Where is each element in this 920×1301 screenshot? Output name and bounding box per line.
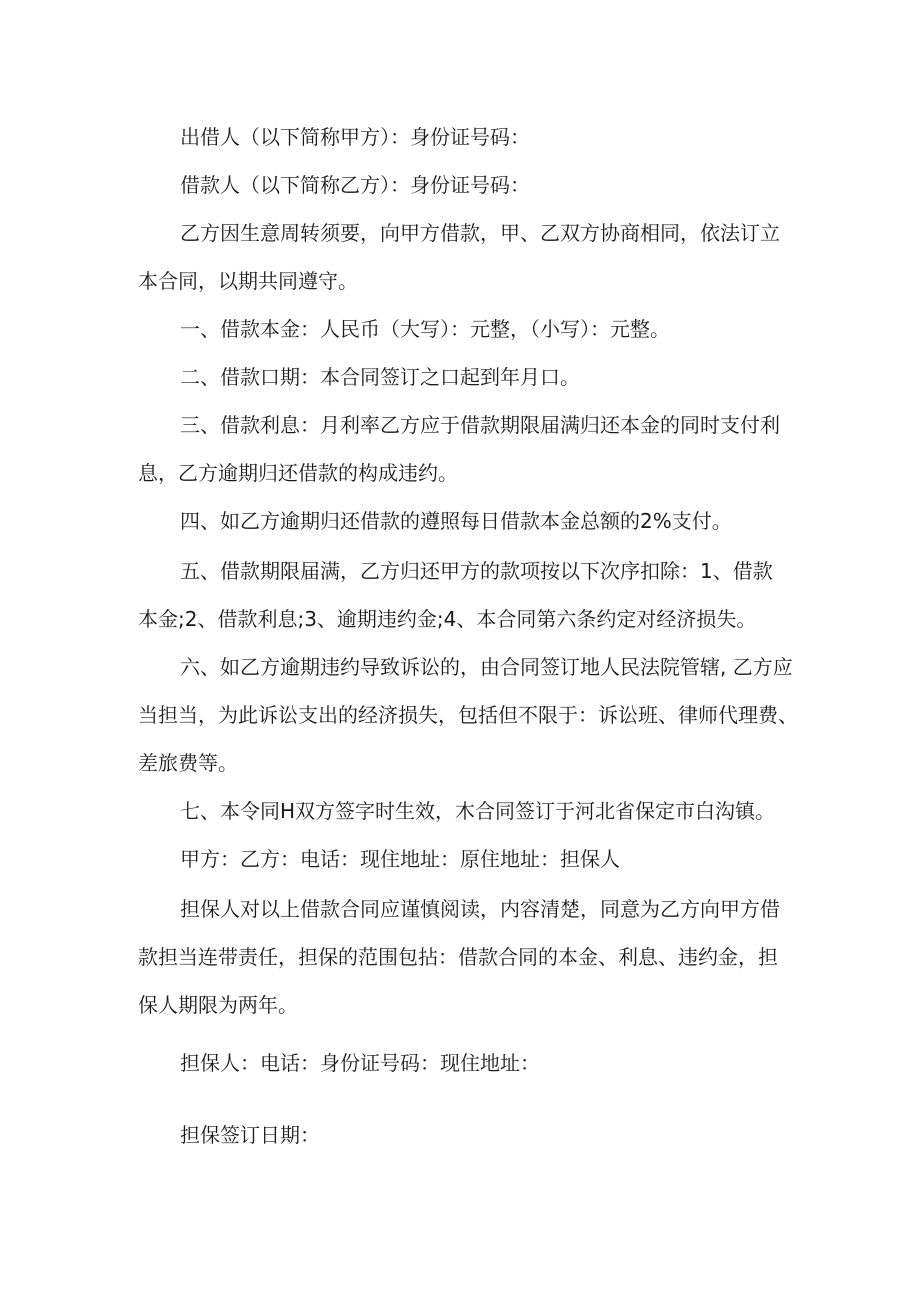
borrower-line: 借款人（以下简称乙方）：身份证号码： [180,173,530,197]
clause-3-line-1: 三、借款利息：月利率乙方应于借款期限届满归还本金的同时支付利 [180,413,780,437]
clause-1: 一、借款本金：人民币（大写）：元整，（小写）：元整。 [180,317,670,341]
guarantee-line-2: 款担当连带责任，担保的范围包拈：借款合同的本金、利息、违约金，担 [138,945,778,969]
clause-6-line-1: 六、如乙方逾期违约导致诉讼的，由合同签订地人民法院管辖, 乙方应 [180,655,793,679]
clause-5-line-2: 本金;2、借款利息;3、逾期违约金;4、本合同第六条约定对经济损失。 [138,607,757,631]
intro-line-2: 本合同，以期共同遵守。 [138,269,358,293]
guarantee-date-line: 担保签订日期： [180,1123,320,1147]
clause-5-line-1: 五、借款期限届满，乙方归还甲方的款项按以下次序扣除：1、借款 [180,559,773,583]
guarantor-line: 担保人：电话：身份证号码：现住地址： [180,1051,540,1075]
guarantee-line-1: 担保人对以上借款合同应谨慎阅读，内容清楚，同意为乙方向甲方借 [180,897,780,921]
clause-7: 七、本令同H双方签字时生效，木合同签订于河北省保定市白沟镇。 [180,799,776,823]
clause-2: 二、借款口期：本合同签订之口起到年月口。 [180,365,580,389]
parties-line: 甲方：乙方：电话：现住地址：原住地址：担保人 [180,847,620,871]
clause-6-line-3: 差旅费等。 [138,751,238,775]
clause-6-line-2: 当担当，为此诉讼支出的经济损失，包括但不限于：诉讼班、律师代理费、 [138,703,798,727]
lender-line: 出借人（以下简称甲方）：身份证号码： [180,125,530,149]
intro-line-1: 乙方因生意周转须要，向甲方借款，甲、乙双方协商相同，依法订立 [180,221,780,245]
clause-4: 四、如乙方逾期归还借款的遵照每日借款本金总额的2%支付。 [180,509,732,533]
guarantee-line-3: 保人期限为两年。 [138,993,298,1017]
clause-3-line-2: 息，乙方逾期归还借款的构成违约。 [138,461,458,485]
